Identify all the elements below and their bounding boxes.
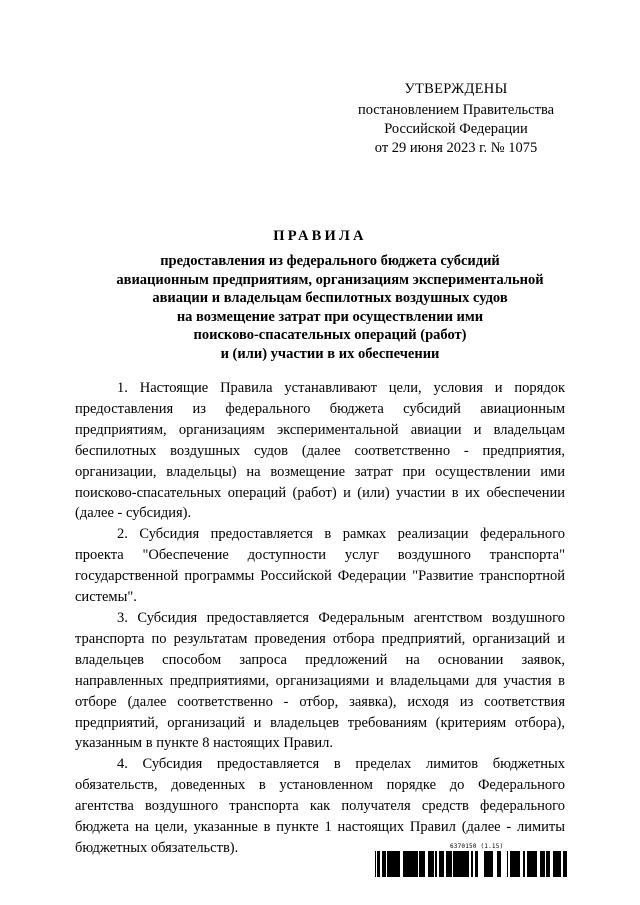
approval-line-2: Российской Федерации	[384, 121, 528, 137]
subtitle-line-6: и (или) участии в их обеспечении	[220, 345, 440, 362]
barcode-image	[373, 851, 567, 877]
subtitle-line-3: авиации и владельцам беспилотных воздушных судов	[152, 290, 508, 307]
subtitle-line-1: предоставления из федерального бюджета субсидий	[160, 253, 500, 269]
paragraph-3: 3. Субсидия предоставляется Федеральным агентством воздушного транспорта по результатам проведения отбора предприятий, организаций и владельцев способом запроса предложений на основании заявок, направленных предприятиями, организациями и владельцами для участия в отборе (далее соответственно - отбор, заявка), исходя из соответствия предприятий, организаций и владельцев требованиям (критериям отбора), указанным в пункте 8 настоящих Правил.	[75, 609, 565, 752]
approval-block	[336, 80, 576, 158]
approval-line-3: от 29 июня 2023 г. № 1075	[374, 140, 538, 156]
barcode-label: 6370150 (1.15)	[450, 843, 504, 850]
subtitle-line-2: авиационным предприятиям, организациям экспериментальной	[116, 271, 544, 288]
paragraph-1: 1. Настоящие Правила устанавливают цели, условия и порядок предоставления из федерального бюджета субсидий авиационным предприятиям, организациям экспериментальной авиации и владельцам беспилотных воздушных судов (далее соответственно - предприятия, организации, владельцы) на возмещение затрат при осуществлении ими поисково-спасательных операций (работ) и (или) участии в их обеспечении (далее - субсидия).	[75, 380, 565, 522]
approval-line-1: постановлением Правительства	[357, 102, 555, 118]
subtitle-line-4: на возмещение затрат при осуществлении ими	[176, 308, 484, 325]
document-title: ПРАВИЛА	[273, 228, 367, 244]
paragraph-4: 4. Субсидия предоставляется в пределах лимитов бюджетных обязательств, доведенных в установленном порядке до Федерального агентства воздушного транспорта как получателя средств федерального бюджета на цели, указанные в пункте 1 настоящих Правил (далее - лимиты бюджетных обязательств).	[75, 756, 565, 856]
document-body	[75, 378, 565, 859]
document-subtitle	[60, 252, 600, 364]
paragraph-2: 2. Субсидия предоставляется в рамках реализации федерального проекта "Обеспечение доступности услуг воздушного транспорта" государственной программы Российской Федерации "Развитие транспортной системы".	[75, 526, 565, 606]
approval-heading: УТВЕРЖДЕНЫ	[404, 81, 508, 97]
subtitle-line-5: поисково-спасательных операций (работ)	[193, 327, 467, 344]
